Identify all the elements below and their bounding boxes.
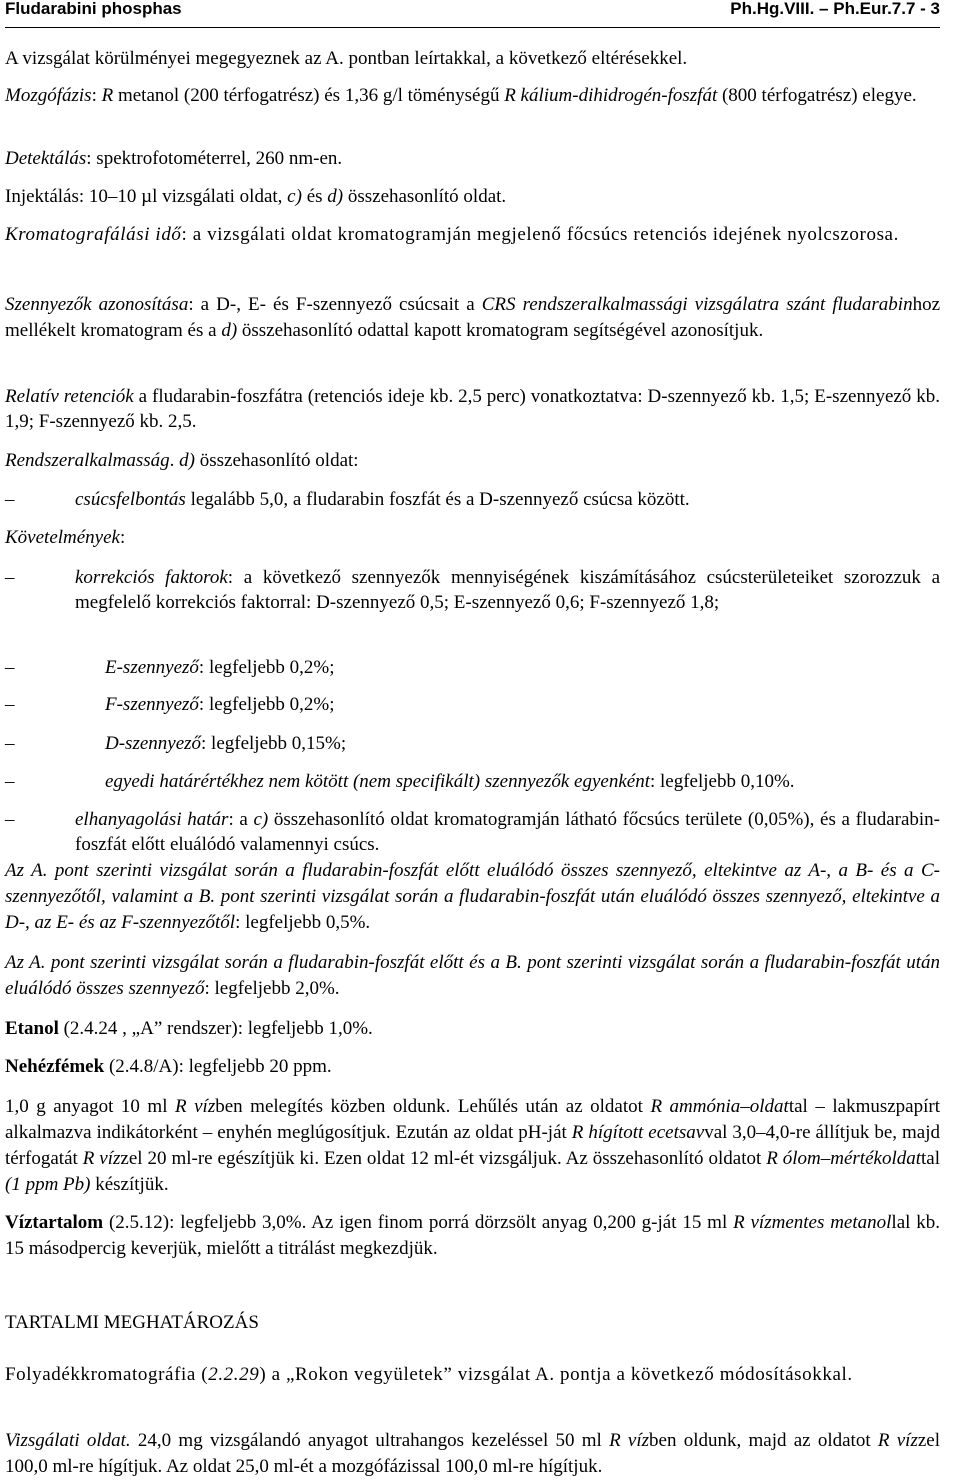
method-text: tal xyxy=(921,1148,941,1169)
water-content-heading: Víztartalom xyxy=(5,1212,104,1233)
test-solution-text: ben oldunk, majd az oldatot xyxy=(649,1430,878,1451)
disregard-limit-label: elhanyagolási határ xyxy=(75,809,229,830)
mobile-phase-paragraph xyxy=(5,83,940,108)
total-impurities-limit: : legfeljebb 2,0%. xyxy=(204,978,340,999)
unspecified-impurities-label: egyedi határértékhez nem kötött (nem specifikált) szennyezők egyenként xyxy=(105,771,650,792)
resolution-list-item xyxy=(5,487,940,512)
reagent-name: (1 ppm Pb) xyxy=(5,1174,91,1195)
method-text: val 3,0–4,0-re állítjuk be, majd térfogatát xyxy=(5,1122,940,1169)
dash-marker: – xyxy=(5,771,15,792)
disregard-limit-value: : a xyxy=(228,809,254,830)
dash-marker: – xyxy=(5,567,15,588)
reagent-name: R vízmentes metanol xyxy=(733,1212,892,1233)
reagent-name: R ammónia–oldat xyxy=(650,1096,789,1117)
method-text: készítjük. xyxy=(90,1174,169,1195)
heavy-metals-text: (2.4.8/A): legfeljebb 20 ppm. xyxy=(104,1056,332,1077)
method-text: zel 20 ml-re egészítjük ki. Ezen oldat 12 ml-ét vizsgáljuk. Az összehasonlító oldatot xyxy=(120,1148,767,1169)
heavy-metals-method-paragraph xyxy=(5,1094,940,1198)
reagent-name: R víz xyxy=(609,1430,650,1451)
reagent-name: R víz xyxy=(877,1430,918,1451)
identification-text: összehasonlító odattal kapott kromatogram segítségével azonosítjuk. xyxy=(237,320,764,341)
impurity-f-limit: : legfeljebb 0,2%; xyxy=(198,694,335,715)
unspecified-impurities-limit: : legfeljebb 0,10%. xyxy=(649,771,795,792)
water-content-text: lal kb. 15 másodpercig keverjük, mielőtt a titrálást megkezdjük. xyxy=(5,1212,940,1259)
requirements-colon: : xyxy=(119,527,126,548)
dash-marker: – xyxy=(5,809,15,830)
dash-marker: – xyxy=(5,694,15,715)
impurity-f-text xyxy=(105,692,940,717)
dash-marker: – xyxy=(5,733,15,754)
injection-text: és xyxy=(301,186,328,207)
impurity-e-text xyxy=(105,655,940,680)
system-suitability-label: Rendszeralkalmasság xyxy=(5,450,170,471)
correction-factors-value: : a következő szennyezők mennyiségének kiszámításához csúcsterületeiket szorozzuk a megfelelő korrekciós faktorral: D-szennyező 0,5; E-szennyező 0,6; F-szennyező 1,8; xyxy=(75,567,941,613)
header-pharmacopoeia-ref: Ph.Hg.VIII. – Ph.Eur.7.7 - 3 xyxy=(730,0,940,18)
method-text: tal – lakmuszpapírt alkalmazva indikátorként – enyhén meglúgosítjuk. Ezután az oldat pH-ját xyxy=(5,1096,940,1143)
relative-retention-label: Relatív retenciók xyxy=(5,386,134,407)
correction-factors-label: korrekciós faktorok xyxy=(75,567,228,588)
solution-ref: d) xyxy=(327,186,344,207)
mobile-phase-label: Mozgófázis xyxy=(5,85,92,106)
dash-marker: – xyxy=(5,489,15,510)
impurity-d-text xyxy=(105,731,940,756)
crs-reference: CRS rendszeralkalmassági vizsgálatra szánt fludarabin xyxy=(481,294,913,315)
reagent-name: R víz xyxy=(82,1148,121,1169)
detection-paragraph xyxy=(5,146,940,171)
assay-paragraph xyxy=(5,1362,940,1388)
run-time-label: Kromatografálási idő xyxy=(5,224,182,245)
impurity-d-list-item xyxy=(5,731,940,756)
reagent-marker: R xyxy=(101,85,114,106)
total-impurities-label: Az A. pont szerinti vizsgálat során a fludarabin-foszfát előtt eluálódó összes szennyező, eltekintve az A-, a B- és a C-szennyezőtől, valamint a B. pont szerinti vizsgálat során a fludarabin-foszfát után eluálódó összes szennyező, eltekintve a D-, az E- és az F-szennyezőtől xyxy=(5,860,940,933)
ethanol-text: (2.4.24 , „A” rendszer): legfeljebb 1,0%. xyxy=(58,1018,373,1039)
relative-retention-paragraph xyxy=(5,384,940,434)
dash-marker: – xyxy=(5,657,15,678)
test-solution-text: zel 100,0 ml-re hígítjuk. Az oldat 25,0 ml-ét a mozgófázissal 100,0 ml-re hígítjuk. xyxy=(5,1430,940,1477)
impurity-d-limit: : legfeljebb 0,15%; xyxy=(201,733,347,754)
method-text: 1,0 g anyagot 10 ml xyxy=(5,1096,175,1117)
unspecified-impurities-list-item xyxy=(5,769,940,794)
assay-text: ) a „Rokon vegyületek” vizsgálat A. pontja a következő módosításokkal. xyxy=(259,1364,853,1385)
solution-ref: d) xyxy=(179,450,195,471)
reagent-name: R ólom–mértékoldat xyxy=(766,1148,922,1169)
correction-factors-list-item xyxy=(5,565,940,615)
identification-label: Szennyezők azonosítása xyxy=(5,294,189,315)
test-solution-text: 24,0 mg vizsgálandó anyagot ultrahangos kezeléssel 50 ml xyxy=(130,1430,610,1451)
identification-paragraph xyxy=(5,292,940,344)
impurity-e-limit: : legfeljebb 0,2%; xyxy=(198,657,335,678)
total-impurities-paragraph-2 xyxy=(5,950,940,1002)
method-ref: 2.2.29 xyxy=(208,1364,260,1385)
resolution-text xyxy=(75,487,940,512)
requirements-heading xyxy=(5,525,940,550)
impurity-f-label: F-szennyező xyxy=(105,694,199,715)
mobile-phase-text: (200 térfogatrész) és 1,36 g/l töménységű xyxy=(179,85,505,106)
solution-ref: c) xyxy=(253,809,269,830)
impurity-d-label: D-szennyező xyxy=(105,733,202,754)
disregard-limit-text xyxy=(75,807,940,857)
reagent-name: R kálium-dihidrogén-foszfát xyxy=(504,85,718,106)
resolution-label: csúcsfelbontás xyxy=(75,489,186,510)
ethanol-heading: Etanol xyxy=(5,1018,59,1039)
requirements-label: Követelmények xyxy=(5,527,120,548)
identification-text: hoz mellékelt kromatogram és a xyxy=(5,294,941,341)
total-impurities-limit: : legfeljebb 0,5%. xyxy=(235,912,371,933)
test-solution-label: Vizsgálati oldat. xyxy=(5,1430,131,1451)
reagent-name: R víz xyxy=(175,1096,216,1117)
heavy-metals-heading: Nehézfémek xyxy=(5,1056,105,1077)
relative-retention-text: a fludarabin-foszfátra (retenciós ideje kb. 2,5 perc) vonatkoztatva: D-szennyező kb. 1,5; E-szennyező kb. 1,9; F-szennyező kb. 2,5. xyxy=(5,386,940,432)
water-content-text: (2.5.12): legfeljebb 3,0%. Az igen finom porrá dörzsölt anyag 0,200 g-ját 15 ml xyxy=(103,1212,734,1233)
running-header xyxy=(5,0,940,28)
impurity-e-list-item xyxy=(5,655,940,680)
disregard-limit-value: összehasonlító oldat kromatogramján látható főcsúcs területe (0,05%), és a fludarabin-foszfát előtt eluálódó valamennyi csúcs. xyxy=(75,809,940,855)
impurity-f-list-item xyxy=(5,692,940,717)
correction-factors-text xyxy=(75,565,940,615)
ethanol-paragraph xyxy=(5,1016,940,1041)
assay-text: Folyadékkromatográfia ( xyxy=(5,1364,209,1385)
injection-text: összehasonlító oldat. xyxy=(343,186,507,207)
total-impurities-label: Az A. pont szerinti vizsgálat során a fludarabin-foszfát előtt és a B. pont szerinti vizsgálat során a fludarabin-foszfát után eluálódó összes szennyező xyxy=(5,952,940,999)
unspecified-impurities-text xyxy=(105,769,940,794)
impurity-e-label: E-szennyező xyxy=(105,657,199,678)
injection-paragraph xyxy=(5,184,940,209)
mobile-phase-text: metanol xyxy=(113,85,180,106)
reagent-name: R hígított ecetsav xyxy=(571,1122,705,1143)
disregard-limit-list-item xyxy=(5,807,940,857)
system-suitability-paragraph xyxy=(5,448,940,473)
run-time-text: : a vizsgálati oldat kromatogramján megjelenő főcsúcs retenciós idejének nyolcszorosa. xyxy=(181,224,899,245)
mobile-phase-text: (800 térfogatrész) elegye. xyxy=(717,85,917,106)
system-suitability-text: . xyxy=(169,450,180,471)
solution-ref: d) xyxy=(221,320,238,341)
intro-paragraph: A vizsgálat körülményei megegyeznek az A. pontban leírtakkal, a következő eltérésekkel. xyxy=(5,48,688,69)
system-suitability-text: összehasonlító oldat: xyxy=(194,450,359,471)
detection-text: : spektrofotométerrel, 260 nm-en. xyxy=(86,148,343,169)
header-monograph-title: Fludarabini phosphas xyxy=(5,0,182,18)
test-solution-paragraph xyxy=(5,1428,940,1480)
method-text: ben melegítés közben oldunk. Lehűlés után az oldatot xyxy=(215,1096,651,1117)
assay-section-title: TARTALMI MEGHATÁROZÁS xyxy=(5,1312,259,1333)
mobile-phase-text: : xyxy=(91,85,102,106)
run-time-paragraph xyxy=(5,222,940,248)
identification-text: : a D-, E- és F-szennyező csúcsait a xyxy=(188,294,482,315)
solution-ref: c) xyxy=(287,186,302,207)
heavy-metals-paragraph xyxy=(5,1054,940,1079)
resolution-value: legalább 5,0, a fludarabin foszfát és a D-szennyező csúcsa között. xyxy=(185,489,690,510)
document-page xyxy=(5,0,941,1477)
detection-label: Detektálás xyxy=(5,148,87,169)
injection-text: Injektálás: 10–10 µl vizsgálati oldat, xyxy=(5,186,288,207)
water-content-paragraph xyxy=(5,1210,940,1262)
total-impurities-paragraph-1 xyxy=(5,858,940,936)
